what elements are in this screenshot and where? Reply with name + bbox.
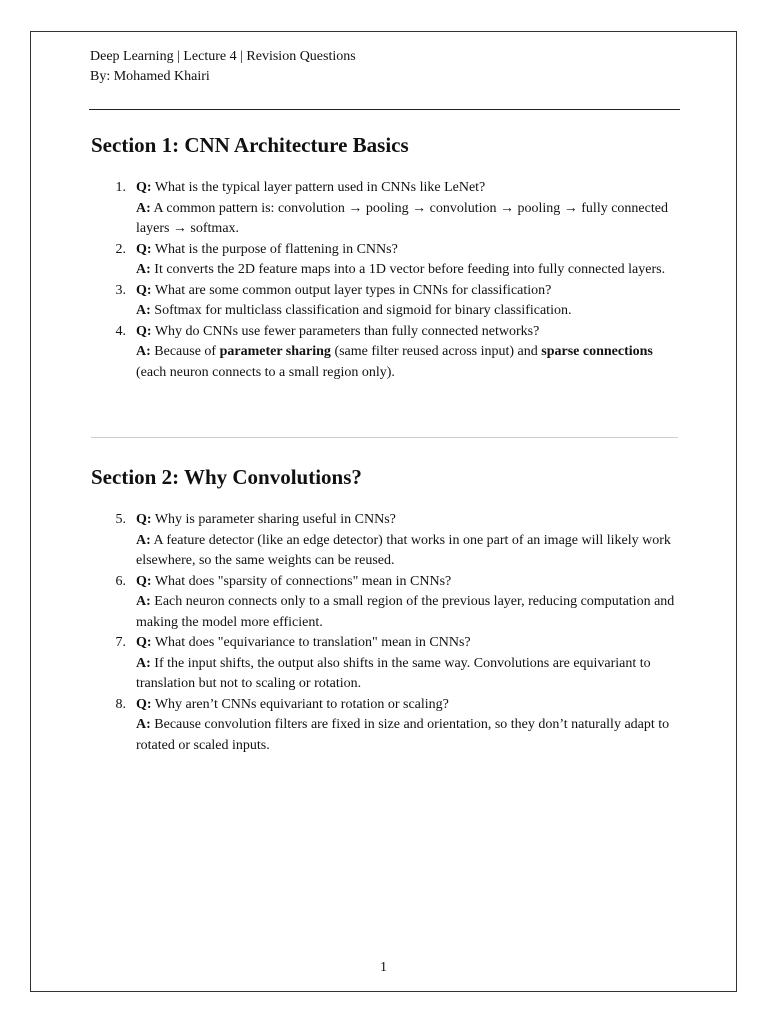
page-number: 1 xyxy=(380,960,387,975)
question-item xyxy=(101,510,681,572)
question-number: 1. xyxy=(115,180,126,195)
document-header xyxy=(90,47,356,87)
section-1-question-list xyxy=(101,178,681,383)
answer-label: A: xyxy=(136,303,151,318)
answer-emphasis: sparse connections xyxy=(541,344,653,359)
question-item xyxy=(101,281,681,322)
question xyxy=(136,572,681,593)
question-item xyxy=(101,322,681,384)
answer-label: A: xyxy=(136,200,151,216)
question-label: Q: xyxy=(136,282,152,298)
answer-label: A: xyxy=(136,344,151,359)
section-2-question-list xyxy=(101,510,681,756)
question-label: Q: xyxy=(136,696,152,712)
answer xyxy=(136,654,681,695)
question-text: Why is parameter sharing useful in CNNs? xyxy=(154,512,396,527)
question-label: Q: xyxy=(136,573,152,589)
answer xyxy=(136,531,681,572)
header-course-line: Deep Learning | Lecture 4 | Revision Questions xyxy=(90,49,356,64)
section-1-title: Section 1: CNN Architecture Basics xyxy=(91,133,409,157)
question xyxy=(136,633,681,654)
answer-label: A: xyxy=(136,262,151,277)
answer-emphasis: parameter sharing xyxy=(219,344,331,359)
answer xyxy=(136,342,681,383)
answer-text: Softmax for multiclass classification and sigmoid for binary classification. xyxy=(154,303,572,318)
question-item xyxy=(101,240,681,281)
question xyxy=(136,281,681,302)
question-label: Q: xyxy=(136,180,152,195)
question-number: 8. xyxy=(115,696,126,712)
answer-text: Because convolution filters are fixed in size and orientation, so they don’t naturally adapt to rotated or scaled inputs. xyxy=(136,717,670,753)
question-text: What does "sparsity of connections" mean in CNNs? xyxy=(154,573,452,589)
answer-text: Each neuron connects only to a small region of the previous layer, reducing computation and making the model more efficient. xyxy=(136,594,675,630)
question-label: Q: xyxy=(136,512,152,527)
question-label: Q: xyxy=(136,323,152,339)
question xyxy=(136,510,681,531)
answer-label: A: xyxy=(136,594,151,609)
answer xyxy=(136,260,681,281)
question-item xyxy=(101,178,681,240)
section-2-title: Section 2: Why Convolutions? xyxy=(91,465,362,489)
question xyxy=(136,240,681,261)
question-text: What are some common output layer types in CNNs for classification? xyxy=(154,282,552,298)
question-number: 2. xyxy=(115,241,126,257)
question-label: Q: xyxy=(136,635,152,650)
question-text: What is the typical layer pattern used in CNNs like LeNet? xyxy=(154,180,486,195)
question-number: 5. xyxy=(115,512,126,527)
question-text: What is the purpose of flattening in CNNs? xyxy=(154,241,398,257)
question-item xyxy=(101,633,681,695)
question-number: 7. xyxy=(115,635,126,650)
question-text: Why do CNNs use fewer parameters than fully connected networks? xyxy=(154,323,540,339)
answer-text: If the input shifts, the output also shifts in the same way. Convolutions are equivariant to translation but not to scaling or rotation. xyxy=(136,655,651,691)
answer-text: (same filter reused across input) and xyxy=(330,344,542,359)
answer xyxy=(136,592,681,633)
question xyxy=(136,322,681,343)
question-item xyxy=(101,572,681,634)
question-label: Q: xyxy=(136,241,152,257)
answer xyxy=(136,301,681,322)
header-divider xyxy=(89,109,680,110)
header-author-line: By: Mohamed Khairi xyxy=(90,69,210,84)
answer xyxy=(136,199,681,240)
answer-label: A: xyxy=(136,532,151,548)
answer-text: (each neuron connects to a small region only). xyxy=(136,364,395,380)
answer-text: A feature detector (like an edge detector) that works in one part of an image will likely work elsewhere, so the same weights can be reused. xyxy=(136,532,671,568)
answer xyxy=(136,715,681,756)
question-text: Why aren’t CNNs equivariant to rotation or scaling? xyxy=(154,696,449,712)
question-number: 4. xyxy=(115,323,126,339)
question-number: 6. xyxy=(115,573,126,589)
answer-text: A common pattern is: convolution → pooling → convolution → pooling → fully connected layers → softmax. xyxy=(136,200,668,236)
question-text: What does "equivariance to translation" mean in CNNs? xyxy=(154,635,471,650)
answer-label: A: xyxy=(136,655,151,671)
question-number: 3. xyxy=(115,282,126,298)
question-item xyxy=(101,695,681,757)
answer-label: A: xyxy=(136,717,151,732)
document-page xyxy=(30,31,737,992)
question xyxy=(136,695,681,716)
answer-text: It converts the 2D feature maps into a 1D vector before feeding into fully connected layers. xyxy=(154,262,666,277)
section-divider xyxy=(91,437,678,438)
question xyxy=(136,178,681,199)
answer-text: Because of xyxy=(154,344,220,359)
